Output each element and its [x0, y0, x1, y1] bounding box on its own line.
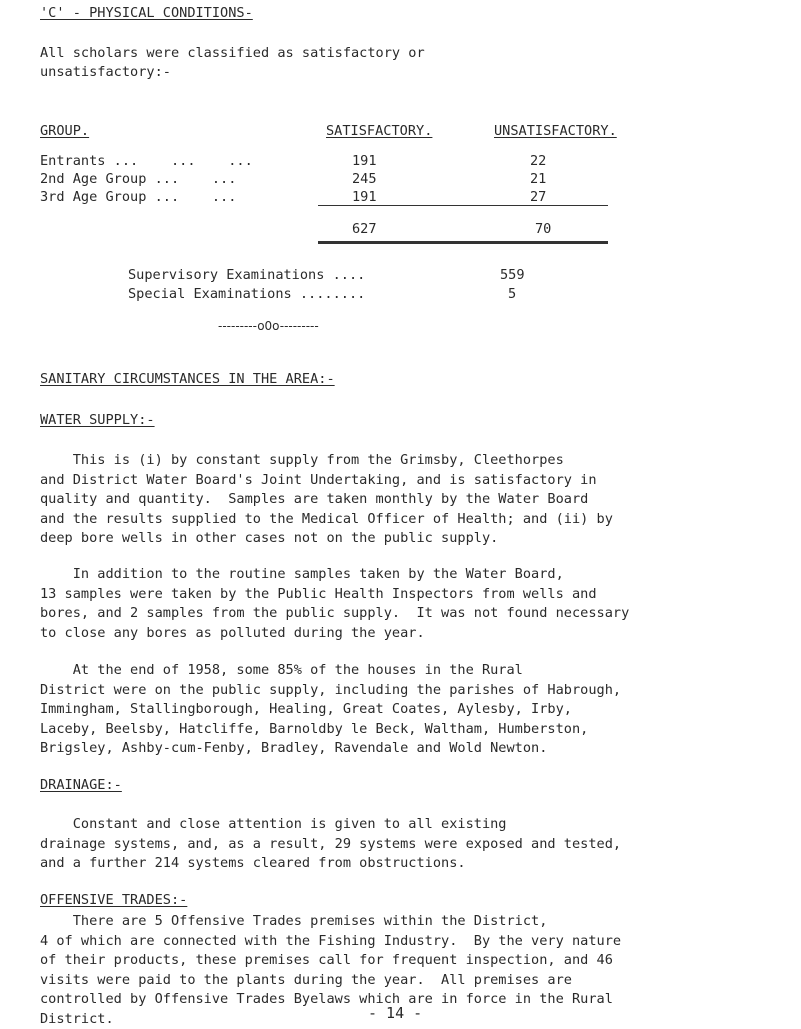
- special-label: Special Examinations ........: [128, 286, 366, 302]
- subtotal-rule: [318, 205, 608, 206]
- row-unsatisfactory: 21: [530, 171, 547, 187]
- water-supply-heading: WATER SUPPLY:-: [40, 412, 155, 428]
- water-supply-paragraph-1: This is (i) by constant supply from the Grimsby, Cleethorpes and District Water Board's Joint Undertaking, and is satisfactory in quality and quantity. Samples are taken monthly by the Water Board and the results supplied to the Medical Officer of Health; and (ii) by deep bore wells in other cases not on the public supply.: [40, 452, 613, 546]
- row-unsatisfactory: 27: [530, 189, 547, 205]
- supervisory-label: Supervisory Examinations ....: [128, 267, 366, 283]
- section-c-intro: All scholars were classified as satisfactory or unsatisfactory:-: [40, 45, 425, 80]
- drainage-paragraph: Constant and close attention is given to all existing drainage systems, and, as a result, 29 systems were exposed and tested, and a further 214 systems cleared from obstructions.: [40, 816, 622, 871]
- water-supply-paragraph-3: At the end of 1958, some 85% of the houses in the Rural District were on the public supply, including the parishes of Habrough, Immingham, Stallingborough, Healing, Great Coates, Aylesby, Irby, Laceby, Beelsby, Hatcliffe, Barnoldby le Beck, Waltham, Humberston, Brigsley, Ashby-cum-Fenby, Bradley, Ravendale and Wold Newton.: [40, 662, 622, 756]
- total-rule: [318, 241, 608, 244]
- row-satisfactory: 191: [352, 189, 377, 205]
- total-satisfactory: 627: [352, 221, 377, 237]
- offensive-trades-heading: OFFENSIVE TRADES:-: [40, 892, 188, 908]
- row-unsatisfactory: 22: [530, 153, 547, 169]
- offensive-trades-paragraph: There are 5 Offensive Trades premises within the District, 4 of which are connected with the Fishing Industry. By the very nature of their products, these premises call for frequent inspection, and 46 visits were paid to the plants during the year. All premises are controlled by Offensive Trades Byelaws which are in force in the Rural District.: [40, 913, 622, 1027]
- section-c-heading: 'C' - PHYSICAL CONDITIONS-: [40, 5, 253, 21]
- row-satisfactory: 245: [352, 171, 377, 187]
- table-header-group: GROUP.: [40, 123, 90, 139]
- page-number: - 14 -: [368, 1004, 423, 1022]
- sanitary-heading: SANITARY CIRCUMSTANCES IN THE AREA:-: [40, 371, 335, 387]
- special-value: 5: [508, 286, 517, 302]
- separator: ---------o0o---------: [218, 319, 319, 333]
- total-unsatisfactory: 70: [535, 221, 552, 237]
- table-header-unsatisfactory: UNSATISFACTORY.: [494, 123, 617, 139]
- row-group-label: Entrants ... ... ...: [40, 153, 253, 169]
- row-group-label: 3rd Age Group ... ...: [40, 189, 237, 205]
- row-satisfactory: 191: [352, 153, 377, 169]
- supervisory-value: 559: [500, 267, 525, 283]
- drainage-heading: DRAINAGE:-: [40, 777, 122, 793]
- table-header-satisfactory: SATISFACTORY.: [326, 123, 433, 139]
- water-supply-paragraph-2: In addition to the routine samples taken by the Water Board, 13 samples were taken by the Public Health Inspectors from wells and bores, and 2 samples from the public supply. It was not found necessary to close any bores as polluted during the year.: [40, 566, 630, 641]
- row-group-label: 2nd Age Group ... ...: [40, 171, 237, 187]
